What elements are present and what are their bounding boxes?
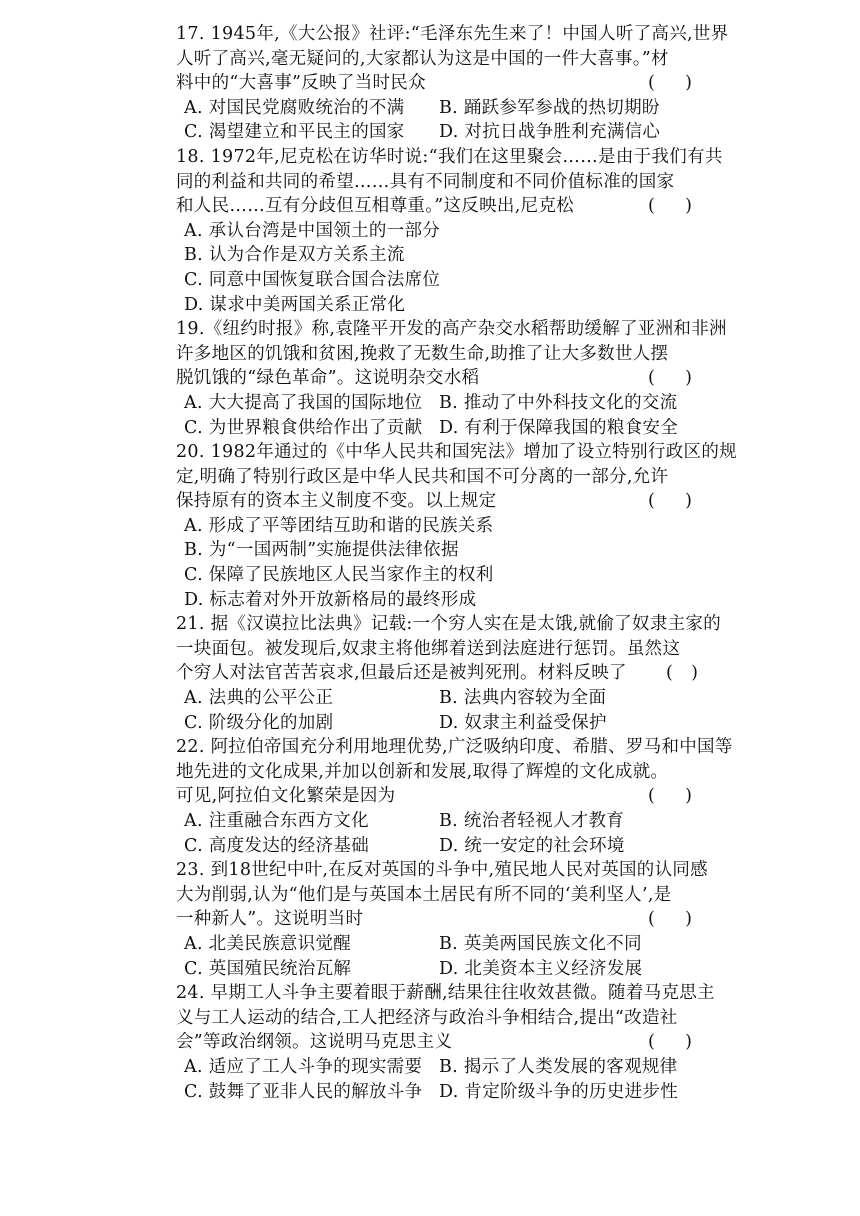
question-20 bbox=[176, 440, 737, 612]
question-stem-line: 17. 1945年,《大公报》社评:“毛泽东先生来了！中国人听了高兴,世界 bbox=[176, 24, 729, 44]
question-stem-line: 料中的“大喜事”反映了当时民众 bbox=[176, 73, 426, 94]
option-c[interactable]: C. 为世界粮食供给作出了贡献 bbox=[184, 417, 423, 438]
question-stem-line: 个穷人对法官苦苦哀求,但最后还是被判死刑。材料反映了 bbox=[176, 663, 627, 684]
option-d[interactable]: D. 谋求中美两国关系正常化 bbox=[184, 294, 406, 315]
option-d[interactable]: D. 标志着对外开放新格局的最终形成 bbox=[184, 589, 477, 610]
option-b[interactable]: B. 统治者轻视人才教育 bbox=[439, 811, 625, 831]
answer-blank[interactable]: ( ) bbox=[648, 196, 693, 217]
question-stem-line: 同的利益和共同的希望……具有不同制度和不同价值标准的国家 bbox=[176, 171, 675, 192]
question-21 bbox=[176, 612, 722, 735]
question-stem-line: 大为削弱,认为“他们是与英国本土居民有所不同的‘美利坚人’,是 bbox=[176, 884, 672, 905]
question-stem-line: 22. 阿拉伯帝国充分利用地理优势,广泛吸纳印度、希腊、罗马和中国等 bbox=[176, 737, 733, 758]
option-b[interactable]: B. 法典内容较为全面 bbox=[439, 688, 607, 709]
option-a[interactable]: A. 对国民党腐败统治的不满 bbox=[184, 97, 405, 118]
question-17 bbox=[176, 22, 729, 145]
question-stem-line: 会”等政治纲领。这说明马克思主义 bbox=[176, 1032, 453, 1053]
option-b[interactable]: B. 踊跃参军参战的热切期盼 bbox=[439, 97, 660, 118]
question-stem-line: 许多地区的饥饿和贫困,挽救了无数生命,助推了让大多数世人摆 bbox=[176, 343, 669, 364]
question-23 bbox=[176, 858, 710, 981]
option-a[interactable]: A. 形成了平等团结互助和谐的民族关系 bbox=[184, 515, 494, 536]
option-d[interactable]: D. 肯定阶级斗争的历史进步性 bbox=[439, 1081, 679, 1102]
question-stem-line: 一块面包。被发现后,奴隶主将他绑着送到法庭进行惩罚。虽然这 bbox=[176, 638, 681, 659]
option-b[interactable]: B. 认为合作是双方关系主流 bbox=[184, 245, 405, 266]
option-d[interactable]: D. 奴隶主利益受保护 bbox=[439, 712, 607, 733]
option-b[interactable]: B. 为“一国两制”实施提供法律依据 bbox=[184, 540, 459, 561]
question-24 bbox=[176, 981, 715, 1104]
option-c[interactable]: C. 保障了民族地区人民当家作主的权利 bbox=[184, 565, 494, 586]
question-stem-line: 地先进的文化成果,并加以创新和发展,取得了辉煌的文化成就。 bbox=[176, 761, 669, 782]
option-a[interactable]: A. 大大提高了我国的国际地位 bbox=[184, 392, 423, 413]
option-a[interactable]: A. 法典的公平公正 bbox=[184, 688, 334, 709]
question-stem-line: 一种新人”。这说明当时 bbox=[176, 909, 364, 930]
option-d[interactable]: D. 对抗日战争胜利充满信心 bbox=[439, 122, 661, 143]
answer-blank[interactable]: ( ) bbox=[648, 368, 693, 389]
answer-blank[interactable]: ( ) bbox=[648, 491, 693, 512]
option-c[interactable]: C. 同意中国恢复联合国合法席位 bbox=[184, 269, 441, 290]
question-stem-line: 人听了高兴,毫无疑问的,大家都认为这是中国的一件大喜事。”材 bbox=[176, 48, 669, 69]
question-stem-line: 23. 到18世纪中叶,在反对英国的斗争中,殖民地人民对英国的认同感 bbox=[176, 860, 708, 881]
question-stem-line: 保持原有的资本主义制度不变。以上规定 bbox=[176, 491, 497, 512]
option-b[interactable]: B. 英美两国民族文化不同 bbox=[439, 933, 642, 954]
question-stem-line: 20. 1982年通过的《中华人民共和国宪法》增加了设立特别行政区的规 bbox=[176, 442, 737, 463]
answer-blank[interactable]: ( ) bbox=[648, 73, 693, 94]
question-stem-line: 定,明确了特别行政区是中华人民共和国不可分离的一部分,允许 bbox=[176, 466, 669, 487]
option-b[interactable]: B. 揭示了人类发展的客观规律 bbox=[439, 1056, 678, 1077]
question-stem-line: 脱饥饿的“绿色革命”。这说明杂交水稻 bbox=[176, 368, 480, 389]
option-a[interactable]: A. 承认台湾是中国领土的一部分 bbox=[184, 220, 441, 241]
option-c[interactable]: C. 阶级分化的加剧 bbox=[184, 712, 334, 733]
answer-blank[interactable]: ( ) bbox=[648, 1032, 693, 1053]
answer-blank[interactable]: ( ) bbox=[666, 663, 699, 684]
question-stem-line: 21. 据《汉谟拉比法典》记载:一个穷人实在是太饿,就偷了奴隶主家的 bbox=[176, 614, 722, 635]
option-d[interactable]: D. 有利于保障我国的粮食安全 bbox=[439, 417, 679, 438]
option-b[interactable]: B. 推动了中外科技文化的交流 bbox=[439, 392, 678, 413]
option-c[interactable]: C. 高度发达的经济基础 bbox=[184, 835, 369, 856]
option-d[interactable]: D. 北美资本主义经济发展 bbox=[439, 958, 643, 979]
option-c[interactable]: C. 渴望建立和平民主的国家 bbox=[184, 122, 405, 143]
option-a[interactable]: A. 北美民族意识觉醒 bbox=[184, 933, 352, 954]
question-stem-line: 义与工人运动的结合,工人把经济与政治斗争相结合,提出“改造社 bbox=[176, 1007, 678, 1028]
answer-blank[interactable]: ( ) bbox=[648, 909, 693, 930]
option-a[interactable]: A. 注重融合东西方文化 bbox=[184, 811, 369, 831]
answer-blank[interactable]: ( ) bbox=[648, 786, 693, 807]
question-stem-line: 和人民……互有分歧但互相尊重。”这反映出,尼克松 bbox=[176, 196, 574, 217]
question-stem-line: 24. 早期工人斗争主要着眼于薪酬,结果往往收效甚微。随着马克思主 bbox=[176, 983, 715, 1004]
option-c[interactable]: C. 英国殖民统治瓦解 bbox=[184, 958, 352, 979]
option-a[interactable]: A. 适应了工人斗争的现实需要 bbox=[184, 1056, 423, 1077]
question-22 bbox=[176, 735, 733, 858]
question-19 bbox=[176, 317, 727, 440]
question-stem-line: 可见,阿拉伯文化繁荣是因为 bbox=[176, 786, 396, 807]
option-d[interactable]: D. 统一安定的社会环境 bbox=[439, 835, 625, 856]
question-stem-line: 18. 1972年,尼克松在访华时说:“我们在这里聚会……是由于我们有共 bbox=[176, 146, 723, 167]
question-stem-line: 19.《纽约时报》称,袁隆平开发的高产杂交水稻帮助缓解了亚洲和非洲 bbox=[176, 319, 727, 340]
question-18 bbox=[176, 145, 723, 317]
option-c[interactable]: C. 鼓舞了亚非人民的解放斗争 bbox=[184, 1081, 423, 1102]
